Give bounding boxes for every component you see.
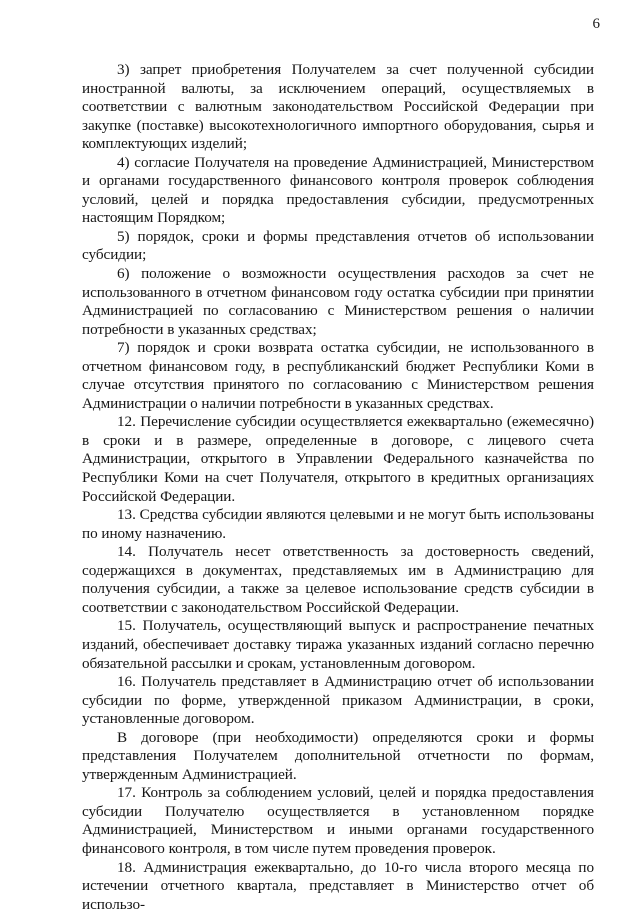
paragraph-item-6-unused-balance: 6) положение о возможности осуществления расходов за счет не использованного в отчетном финансовом году остатка субсидии при принятии Администрацией по согласованию с Министерством решения о наличии потребности в указанных средствах; <box>82 265 594 338</box>
paragraph-14-responsibility: 14. Получатель несет ответственность за достоверность сведений, содержащихся в документах, представляемых им в Администрацию для получения субсидии, а также за целевое использование средств субсидии в соответствии с законодательством Российской Федерации. <box>82 543 594 616</box>
paragraph-13-targeted-funds: 13. Средства субсидии являются целевыми и не могут быть использованы по иному назначению. <box>82 506 594 542</box>
paragraph-16-report: 16. Получатель представляет в Администрацию отчет об использовании субсидии по форме, утвержденной приказом Администрации, в сроки, установленные договором. <box>82 673 594 728</box>
paragraph-item-3-foreign-currency: 3) запрет приобретения Получателем за счет полученной субсидии иностранной валюты, за исключением операций, осуществляемых в соответствии с валютным законодательством Российской Федерации при закупке (поставке) высокотехнологичного импортного оборудования, сырья и комплектующих изделий; <box>82 61 594 153</box>
paragraph-item-7-return-balance: 7) порядок и сроки возврата остатка субсидии, не использованного в отчетном финансовом году, в республиканский бюджет Республики Коми в случае отсутствия принятого по согласованию с Министерством решения Администрации о наличии потребности в указанных средствах. <box>82 339 594 412</box>
paragraph-17-control: 17. Контроль за соблюдением условий, целей и порядка предоставления субсидии Получателю осуществляется в установленном порядке Администрацией, Министерством и иными органами государственного финансового контроля, в том числе путем проведения проверок. <box>82 784 594 857</box>
paragraph-item-4-consent-to-audit: 4) согласие Получателя на проведение Администрацией, Министерством и органами государственного финансового контроля проверок соблюдения условий, целей и порядка предоставления субсидии, предусмотренных настоящим Порядком; <box>82 153 594 227</box>
document-body <box>82 61 594 914</box>
paragraph-18-quarterly-report: 18. Администрация ежеквартально, до 10-го числа второго месяца по истечении отчетного квартала, представляет в Министерство отчет об использо- <box>82 858 594 913</box>
paragraph-additional-reporting: В договоре (при необходимости) определяются сроки и формы представления Получателем дополнительной отчетности по формам, утвержденным Администрацией. <box>82 728 594 783</box>
paragraph-item-5-reporting: 5) порядок, сроки и формы представления отчетов об использовании субсидии; <box>82 227 594 264</box>
paragraph-15-delivery: 15. Получатель, осуществляющий выпуск и распространение печатных изданий, обеспечивает доставку тиража указанных изданий согласно перечню обязательной рассылки и срокам, установленным договором. <box>82 617 594 672</box>
page-number: 6 <box>592 16 600 32</box>
paragraph-12-transfer: 12. Перечисление субсидии осуществляется ежеквартально (ежемесячно) в сроки и в размере, определенные в договоре, с лицевого счета Администрации, открытого в Управлении Федерального казначейства по Республики Коми на счет Получателя, открытого в кредитных организациях Российской Федерации. <box>82 413 594 505</box>
